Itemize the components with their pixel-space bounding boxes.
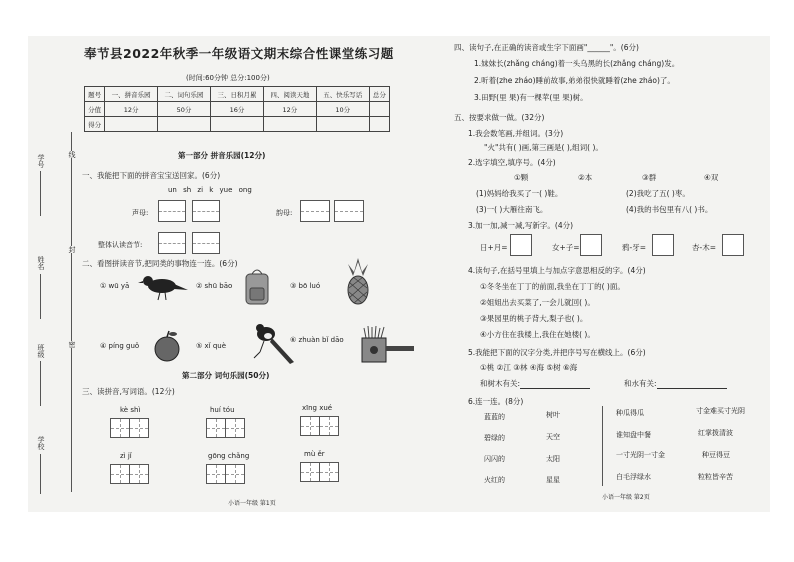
item-pinyin: xǐ què [204, 342, 227, 350]
cell: 一、拼音乐园 [105, 87, 158, 102]
q5-4-prompt: 4.读句子,在括号里填上与加点字意思相反的字。(4分) [468, 266, 646, 275]
match-right-b[interactable]: 粒粒皆辛苦 [698, 473, 733, 481]
q4-line-2: 2.听着(zhe zháo)睡前故事,弟弟很快就睡着(zhe zháo)了。 [474, 76, 675, 85]
item-pinyin: bō luó [298, 282, 321, 290]
cell: 得分 [85, 117, 105, 132]
cell: 12分 [263, 102, 316, 117]
q5-2-opt: ②本 [578, 173, 593, 182]
pencil-sharpener-icon [358, 326, 416, 366]
q5-3-item-1: 日+月= [480, 243, 508, 252]
blank-name [40, 274, 41, 319]
q5-2-opt: ④双 [704, 173, 719, 182]
q5-3-item-4: 杏-木= [692, 243, 716, 252]
answer-line[interactable] [520, 380, 590, 389]
item-number: ② [196, 282, 203, 290]
score-input[interactable] [369, 117, 389, 132]
q5-2-line-4: (4)我的书包里有八( )书。 [626, 205, 713, 214]
q2-item-4 [100, 342, 139, 350]
q3-word-1-pinyin: kè shì [120, 406, 141, 414]
cell: 10分 [316, 102, 369, 117]
match-left-b[interactable]: 天空 [546, 433, 560, 441]
pineapple-icon [344, 258, 372, 306]
match-right-a[interactable]: 种瓜得瓜 [616, 409, 644, 417]
q5-4-line-2: ②姐姐出去买菜了,一会儿就回( )。 [480, 298, 595, 307]
match-left-a[interactable]: 碧绿的 [484, 434, 505, 442]
q5-3-answer-box[interactable] [580, 234, 602, 256]
cell: 四、阅读天地 [263, 87, 316, 102]
q5-3-answer-box[interactable] [510, 234, 532, 256]
q3-word-5-pinyin: gōng chǎng [208, 452, 250, 460]
q1-zhengti-label: 整体认读音节: [98, 241, 143, 249]
write-grid-cell[interactable] [300, 462, 320, 482]
q1-zhengti-box[interactable] [192, 232, 220, 254]
write-grid-cell[interactable] [319, 416, 339, 436]
q5-3-answer-box[interactable] [652, 234, 674, 256]
item-number: ⑥ [290, 336, 297, 344]
item-pinyin: wū yā [108, 282, 130, 290]
q5-5-b-label: 和水有关: [624, 379, 657, 388]
item-pinyin: shū bāo [204, 282, 233, 290]
q5-5-prompt: 5.我能把下面的汉字分类,并把序号写在横线上。(6分) [468, 348, 646, 357]
match-left-a[interactable]: 闪闪的 [484, 455, 505, 463]
crow-icon [138, 270, 188, 302]
score-input[interactable] [263, 117, 316, 132]
label-student-no: 学号 [37, 154, 45, 168]
q5-1-body: "火"共有( )画,第三画是( ),组词( )。 [484, 143, 603, 152]
q2-item-5 [196, 342, 226, 350]
item-pinyin: píng guǒ [108, 342, 140, 350]
q1-yun-box[interactable] [300, 200, 330, 222]
q1-sheng-label: 声母: [132, 209, 149, 217]
q3-word-4-pinyin: zì jǐ [120, 452, 132, 460]
cell: 50分 [158, 102, 211, 117]
q4-prompt: 四、读句子,在正确的读音或生字下面画"______"。(6分) [454, 43, 639, 52]
score-input[interactable] [316, 117, 369, 132]
score-header-row [85, 87, 390, 102]
item-number: ③ [290, 282, 297, 290]
write-grid-cell[interactable] [319, 462, 339, 482]
q5-4-line-1: ①冬冬坐在丁丁的前面,我坐在丁丁的( )面。 [480, 282, 625, 291]
label-class: 班级 [37, 344, 45, 358]
write-grid-cell[interactable] [225, 464, 245, 484]
exam-title: 奉节县2022年秋季一年级语文期末综合性课堂练习题 [84, 46, 394, 61]
q5-2-opt: ③群 [642, 173, 657, 182]
q1-prompt: 一、我能把下面的拼音宝宝送回家。(6分) [82, 171, 221, 180]
q3-word-3-pinyin: xīng xué [302, 404, 333, 412]
score-input[interactable] [105, 117, 158, 132]
part1-heading: 第一部分 拼音乐园(12分) [178, 151, 266, 160]
seal-feng: 封 [68, 246, 76, 253]
left-page-footer: 小语一年级 第1页 [228, 500, 276, 507]
q3-word-2-pinyin: huí tóu [210, 406, 235, 414]
cell: 三、日积月累 [211, 87, 264, 102]
q5-prompt: 五、按要求做一做。(32分) [454, 113, 545, 122]
write-grid-cell[interactable] [225, 418, 245, 438]
q3-word-6-pinyin: mù ěr [304, 450, 325, 458]
answer-line[interactable] [657, 380, 727, 389]
match-left-b[interactable]: 树叶 [546, 411, 560, 419]
q2-prompt: 二、看图拼读音节,把同类的事物连一连。(6分) [82, 259, 238, 268]
exam-sheet [28, 36, 770, 512]
schoolbag-icon [242, 266, 272, 306]
right-page-footer: 小语一年级 第2页 [602, 494, 650, 501]
q5-3-item-2: 女+子= [552, 243, 580, 252]
part2-heading: 第二部分 词句乐园(50分) [182, 371, 270, 380]
item-number: ⑤ [196, 342, 203, 350]
q5-2-line-2: (2)我吃了五( )枣。 [626, 189, 690, 198]
blank-student-no [40, 171, 41, 216]
q1-yun-label: 韵母: [276, 209, 293, 217]
q2-item-1 [100, 282, 129, 290]
write-grid-cell[interactable] [129, 418, 149, 438]
match-left-b[interactable]: 太阳 [546, 455, 560, 463]
q3-prompt: 三、读拼音,写词语。(12分) [82, 387, 175, 396]
match-left-a[interactable]: 蓝蓝的 [484, 413, 505, 421]
cell: 题号 [85, 87, 105, 102]
cell: 五、快乐写话 [316, 87, 369, 102]
cell: 12分 [105, 102, 158, 117]
binding-line [71, 132, 72, 492]
q5-4-line-3: ③果园里的桃子背大,梨子也( )。 [480, 314, 588, 323]
score-input[interactable] [158, 117, 211, 132]
score-points-row [85, 102, 390, 117]
cell: 二、词句乐园 [158, 87, 211, 102]
cell: 分值 [85, 102, 105, 117]
item-number: ① [100, 282, 107, 290]
q5-5-a-label: 和树木有关: [480, 379, 521, 388]
score-table [84, 86, 390, 132]
match-right-b[interactable]: 寸金难买寸光阴 [696, 407, 745, 415]
q5-3-item-3: 鸦-牙= [622, 243, 646, 252]
q2-item-6 [290, 336, 344, 344]
score-got-row [85, 117, 390, 132]
match-right-b[interactable]: 种豆得豆 [702, 451, 730, 459]
match-left-b[interactable]: 星星 [546, 476, 560, 484]
label-name: 姓名 [37, 256, 45, 270]
write-grid-cell[interactable] [129, 464, 149, 484]
q2-item-3 [290, 282, 320, 290]
q2-item-2 [196, 282, 232, 290]
cell: 总分 [369, 87, 389, 102]
q5-2-line-1: (1)妈妈给我买了一( )鞋。 [476, 189, 563, 198]
label-school: 学校 [37, 436, 45, 450]
score-input[interactable] [211, 117, 264, 132]
q4-line-1: 1.妹妹长(zhǎng cháng)着一头乌黑的长(zhǎng cháng)发。 [474, 59, 680, 68]
q5-2-opt: ①颗 [514, 173, 529, 182]
apple-icon [152, 330, 182, 364]
q5-2-prompt: 2.选字填空,填序号。(4分) [468, 158, 556, 167]
q5-5-options: ①桃 ②江 ③林 ④海 ⑤树 ⑥海 [480, 363, 578, 372]
q6-prompt: 6.连一连。(8分) [468, 397, 524, 406]
match-right-b[interactable]: 红掌拨清波 [698, 429, 733, 437]
write-grid-cell[interactable] [300, 416, 320, 436]
magpie-icon [250, 322, 296, 366]
match-right-a[interactable]: 一寸光阴一寸金 [616, 451, 665, 459]
blank-school [40, 454, 41, 494]
seal-mi: 密 [68, 341, 76, 348]
cell [369, 102, 389, 117]
q1-sheng-box[interactable] [158, 200, 186, 222]
q5-2-line-3: (3)一( )大雁往南飞。 [476, 205, 548, 214]
item-number: ④ [100, 342, 107, 350]
match-right-a[interactable]: 白毛浮绿水 [616, 473, 651, 481]
write-grid-cell[interactable] [110, 418, 130, 438]
q5-3-answer-box[interactable] [722, 234, 744, 256]
q1-zhengti-box[interactable] [158, 232, 186, 254]
q5-4-line-4: ④小方住在我楼上,我住在她楼( )。 [480, 330, 595, 339]
q4-line-3: 3.田野(里 果)有一棵苹(里 果)树。 [474, 93, 588, 102]
q5-3-prompt: 3.加一加,减一减,写新字。(4分) [468, 221, 574, 230]
write-grid-cell[interactable] [206, 418, 226, 438]
seal-xian: 线 [68, 151, 76, 158]
q5-5-b [624, 378, 727, 389]
item-pinyin: zhuàn bǐ dāo [298, 336, 344, 344]
q1-sheng-box[interactable] [192, 200, 220, 222]
q5-5-a [480, 378, 590, 389]
match-left-a[interactable]: 火红的 [484, 476, 505, 484]
cell: 16分 [211, 102, 264, 117]
q5-1-prompt: 1.我会数笔画,并组词。(3分) [468, 129, 564, 138]
q1-yun-box[interactable] [334, 200, 364, 222]
blank-class [40, 361, 41, 406]
match-divider [602, 406, 603, 486]
write-grid-cell[interactable] [206, 464, 226, 484]
q1-syllables: un sh zi k yue ong [168, 186, 252, 194]
match-right-a[interactable]: 谁知盘中餐 [616, 431, 651, 439]
exam-meta: (时间:60分钟 总分:100分) [186, 74, 270, 82]
write-grid-cell[interactable] [110, 464, 130, 484]
